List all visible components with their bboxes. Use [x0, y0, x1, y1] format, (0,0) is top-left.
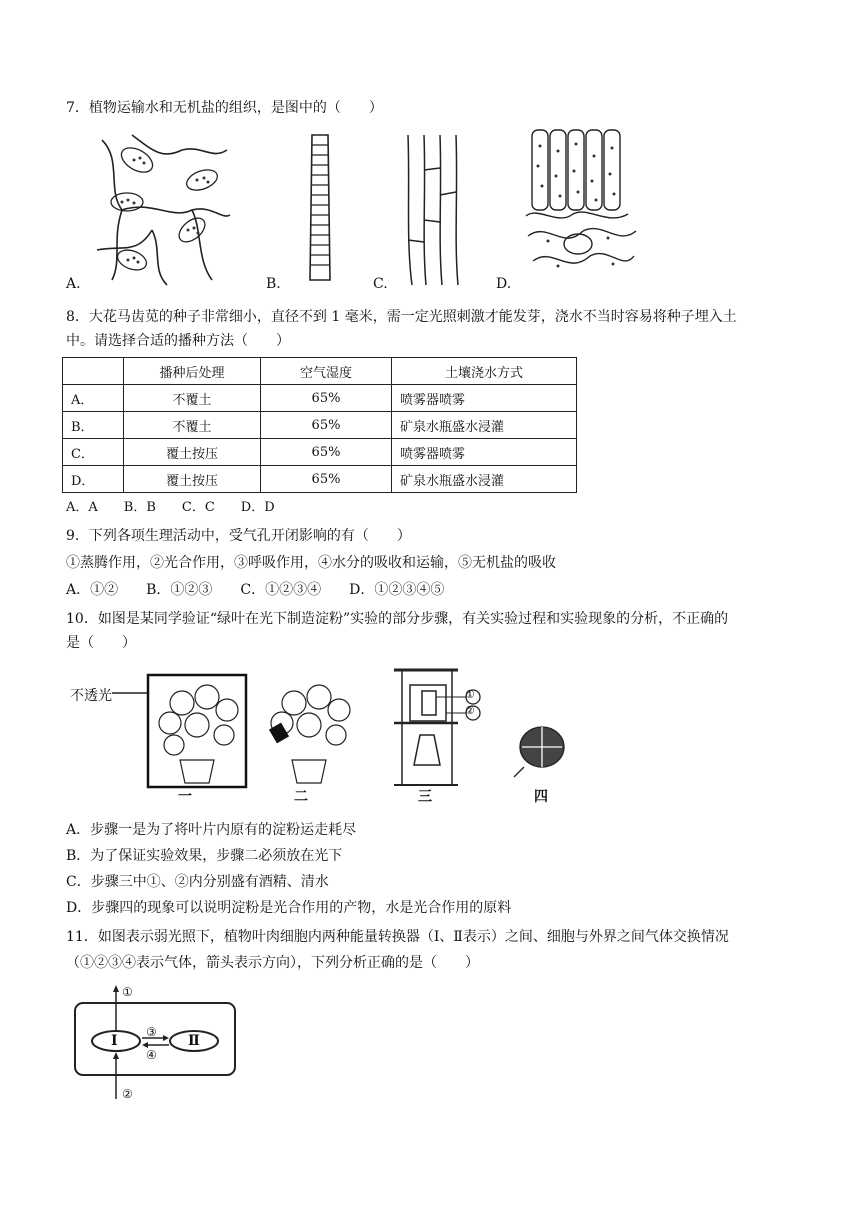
gas-label-3: ③	[146, 1025, 157, 1039]
q7-label-b: B.	[266, 276, 281, 292]
q11-stem-line1: 11．如图表示弱光照下，植物叶肉细胞内两种能量转换器（Ⅰ、Ⅱ表示）之间、细胞与外界之间气体交换情况	[66, 929, 729, 945]
table-row	[63, 385, 577, 412]
step-label-1: 一	[178, 789, 192, 805]
table-header-row	[63, 358, 577, 385]
table-cell: 65%	[261, 466, 392, 493]
q10-option-c: C．步骤三中①、②内分别盛有酒精、清水	[66, 874, 329, 890]
table-header-cell: 播种后处理	[124, 358, 261, 385]
gas-label-1: ①	[122, 985, 133, 999]
q8-stem-line2: 中。请选择合适的播种方法（ ）	[66, 333, 290, 349]
table-row	[63, 439, 577, 466]
q9-options: A．①② B．①②③ C．①②③④ D．①②③④⑤	[66, 582, 445, 598]
q7-figure-c	[398, 130, 468, 288]
q9-items: ①蒸腾作用，②光合作用，③呼吸作用，④水分的吸收和运输，⑤无机盐的吸收	[66, 555, 556, 571]
q7-label-d: D.	[496, 276, 512, 292]
q10-option-b: B．为了保证实验效果，步骤二必须放在光下	[66, 848, 343, 864]
q10-opaque-label: 不透光	[70, 688, 112, 704]
q11-stem-line2: （①②③④表示气体，箭头表示方向），下列分析正确的是（ ）	[66, 955, 479, 971]
table-cell: 65%	[261, 385, 392, 412]
organelle-label-2: Ⅱ	[188, 1033, 200, 1049]
gas-label-2: ②	[122, 1087, 133, 1101]
q10-stem-line1: 10．如图是某同学验证“绿叶在光下制造淀粉”实验的部分步骤，有关实验过程和实验现象的分析，不正确的	[66, 611, 729, 627]
q10-stem-line2: 是（ ）	[66, 635, 136, 651]
q10-option-a: A．步骤一是为了将叶片内原有的淀粉运走耗尽	[66, 822, 357, 838]
step-label-2: 二	[294, 789, 308, 805]
table-header-cell: 土壤浇水方式	[392, 358, 577, 385]
table-cell: 65%	[261, 439, 392, 466]
gas-label-4: ④	[146, 1048, 157, 1062]
table-cell: 喷雾器喷雾	[392, 385, 577, 412]
q7-stem: 7．植物运输水和无机盐的组织，是图中的（ ）	[66, 100, 383, 116]
table-cell: 65%	[261, 412, 392, 439]
q8-table	[62, 357, 577, 493]
table-row	[63, 466, 577, 493]
table-cell: 矿泉水瓶盛水浸灌	[392, 466, 577, 493]
table-cell: D．	[63, 466, 124, 493]
q8-stem-line1: 8．大花马齿苋的种子非常细小，直径不到 1 毫米，需一定光照刺激才能发芽，浇水不当时容易将种子埋入土	[66, 309, 737, 325]
q8-options: A．A B．B C．C D．D	[66, 500, 275, 515]
q7-label-a: A.	[66, 276, 81, 292]
table-header-cell	[63, 358, 124, 385]
beaker-label-1: ①	[465, 688, 475, 701]
table-cell: C．	[63, 439, 124, 466]
q7-label-c: C.	[373, 276, 388, 292]
step-label-3: 三	[418, 789, 432, 805]
step-label-4: 四	[534, 789, 548, 805]
q10-option-d: D．步骤四的现象可以说明淀粉是光合作用的产物，水是光合作用的原料	[66, 900, 512, 916]
q7-figure-a	[92, 130, 232, 288]
q7-figure-b	[300, 130, 340, 288]
table-cell: A．	[63, 385, 124, 412]
table-cell: 覆土按压	[124, 439, 261, 466]
q7-figure-d	[518, 126, 642, 288]
table-cell: B．	[63, 412, 124, 439]
table-cell: 覆土按压	[124, 466, 261, 493]
organelle-label-1: Ⅰ	[111, 1033, 118, 1049]
q9-stem: 9．下列各项生理活动中，受气孔开闭影响的有（ ）	[66, 528, 411, 544]
table-cell: 不覆土	[124, 412, 261, 439]
q11-cell-diagram	[70, 983, 242, 1103]
table-cell: 不覆土	[124, 385, 261, 412]
beaker-label-2: ②	[465, 704, 475, 717]
table-header-cell: 空气湿度	[261, 358, 392, 385]
table-row	[63, 412, 577, 439]
table-cell: 矿泉水瓶盛水浸灌	[392, 412, 577, 439]
table-cell: 喷雾器喷雾	[392, 439, 577, 466]
